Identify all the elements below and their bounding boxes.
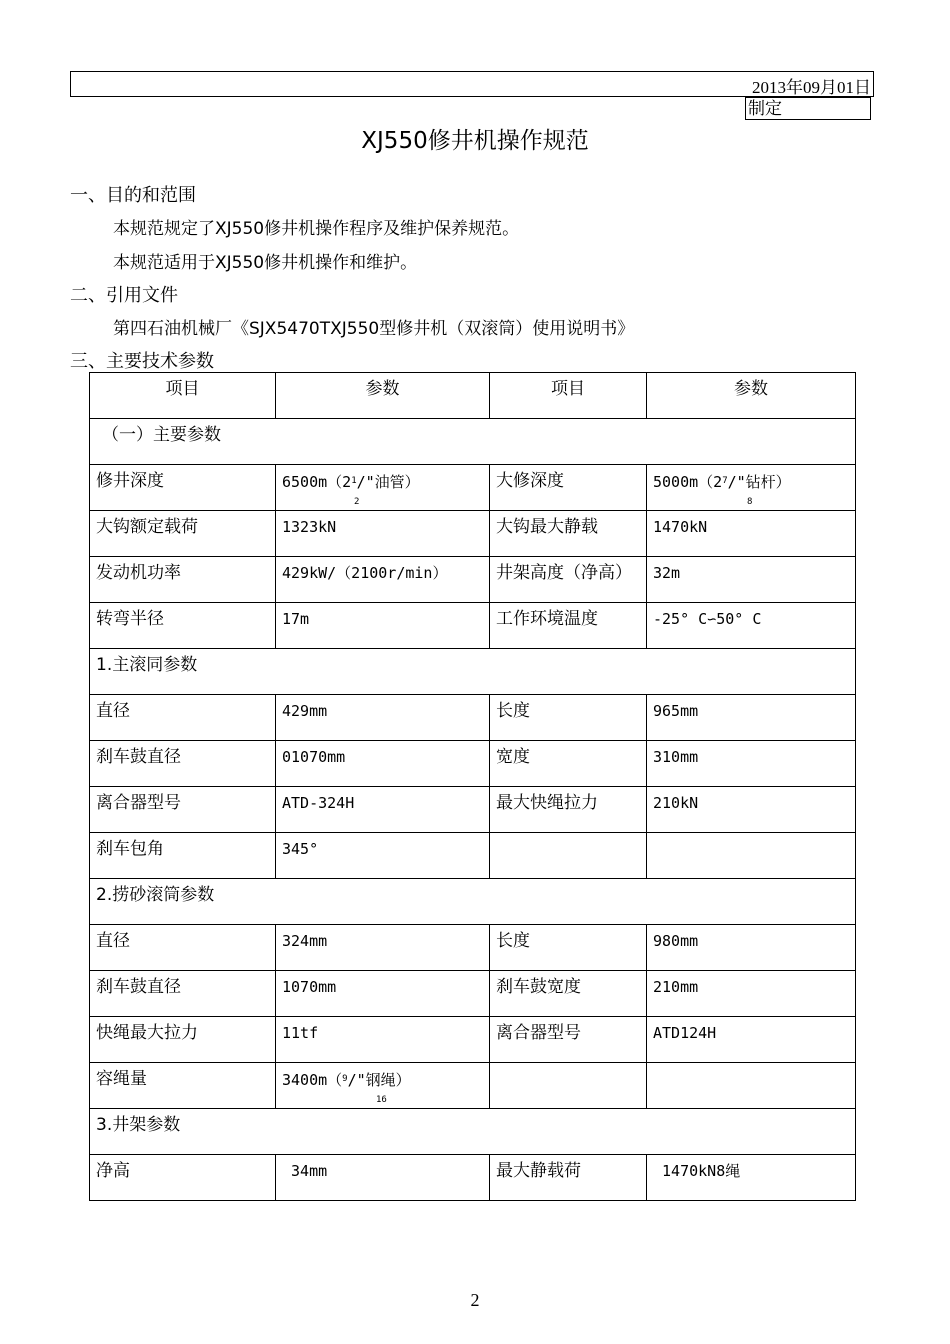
cell-value (647, 1063, 856, 1109)
section-1-heading: 一、目的和范围 (70, 185, 196, 206)
cell-value (276, 1063, 490, 1109)
cell-value (647, 833, 856, 879)
cell-value: -25° C∽50° C (647, 603, 856, 649)
cell-value: 980mm (647, 925, 856, 971)
table-row (90, 465, 856, 511)
group-2-label: 2.捞砂滚筒参数 (90, 879, 856, 925)
header-cell: 参数 (647, 373, 856, 419)
cell-value: 429kW/（2100r/min） (276, 557, 490, 603)
section-2-heading: 二、引用文件 (70, 285, 178, 306)
cell-item: 井架高度（净高） (490, 557, 647, 603)
header-box (70, 71, 874, 97)
cell-value: 1323kN (276, 511, 490, 557)
table-row (90, 833, 856, 879)
cell-item: 最大静载荷 (490, 1155, 647, 1201)
fraction-numerator: 9 (342, 1074, 348, 1084)
cell-item: 直径 (90, 925, 276, 971)
cell-value (647, 465, 856, 511)
cell-item: 宽度 (490, 741, 647, 787)
table-row (90, 925, 856, 971)
cell-item: 工作环境温度 (490, 603, 647, 649)
cell-value: 32m (647, 557, 856, 603)
cell-item: 长度 (490, 695, 647, 741)
fraction-denominator: 16 (376, 1095, 387, 1105)
cell-value: ATD124H (647, 1017, 856, 1063)
group-1-label: 1.主滚同参数 (90, 649, 856, 695)
value-part: /"钢绳） (347, 1071, 411, 1089)
cell-item (490, 833, 647, 879)
cell-item (490, 1063, 647, 1109)
group-row (90, 419, 856, 465)
cell-item: 刹车包角 (90, 833, 276, 879)
cell-item: 离合器型号 (90, 787, 276, 833)
cell-item: 转弯半径 (90, 603, 276, 649)
cell-item: 直径 (90, 695, 276, 741)
table-row (90, 1063, 856, 1109)
cell-item: 刹车鼓直径 (90, 741, 276, 787)
cell-item: 刹车鼓直径 (90, 971, 276, 1017)
group-row (90, 649, 856, 695)
table-row (90, 603, 856, 649)
value-part: 5000m（2 (653, 473, 723, 491)
cell-value: 324mm (276, 925, 490, 971)
header-cell: 项目 (490, 373, 647, 419)
section-2-para-1: 第四石油机械厂《SJX5470TXJ550型修井机（双滚筒）使用说明书》 (113, 319, 635, 339)
table-row (90, 787, 856, 833)
section-1-para-2: 本规范适用于XJ550修井机操作和维护。 (113, 253, 418, 273)
document-title: XJ550修井机操作规范 (361, 128, 589, 154)
cell-value: 210kN (647, 787, 856, 833)
header-cell: 项目 (90, 373, 276, 419)
group-row (90, 1109, 856, 1155)
cell-item: 发动机功率 (90, 557, 276, 603)
cell-item: 容绳量 (90, 1063, 276, 1109)
cell-item: 修井深度 (90, 465, 276, 511)
cell-item: 刹车鼓宽度 (490, 971, 647, 1017)
cell-item: 净高 (90, 1155, 276, 1201)
fraction-numerator: 1 (351, 476, 357, 486)
group-main-label: （一）主要参数 (90, 419, 856, 465)
value-part: /"油管） (356, 473, 420, 491)
table-row (90, 741, 856, 787)
group-row (90, 879, 856, 925)
cell-value: 17m (276, 603, 490, 649)
header-cell: 参数 (276, 373, 490, 419)
cell-value: 1470kN (647, 511, 856, 557)
fraction-numerator: 7 (722, 476, 728, 486)
group-3-label: 3.井架参数 (90, 1109, 856, 1155)
fraction-denominator: 8 (747, 497, 753, 507)
cell-item: 长度 (490, 925, 647, 971)
value-part: 6500m（2 (282, 473, 352, 491)
cell-value: 34mm (276, 1155, 490, 1201)
cell-item: 离合器型号 (490, 1017, 647, 1063)
cell-value: 345° (276, 833, 490, 879)
cell-value: 01070mm (276, 741, 490, 787)
cell-value: 310mm (647, 741, 856, 787)
fraction-denominator: 2 (354, 497, 360, 507)
cell-value (276, 465, 490, 511)
cell-item: 快绳最大拉力 (90, 1017, 276, 1063)
table-row (90, 971, 856, 1017)
cell-value: 11tf (276, 1017, 490, 1063)
header-date: 2013年09月01日 (752, 78, 871, 97)
value-part: 3400m（ (282, 1071, 343, 1089)
table-row (90, 695, 856, 741)
parameters-table (89, 372, 856, 1201)
value-part: /"钻杆） (727, 473, 791, 491)
section-3-heading: 三、主要技术参数 (70, 351, 214, 372)
table-row (90, 557, 856, 603)
header-made-label: 制定 (745, 97, 871, 120)
section-1-para-1: 本规范规定了XJ550修井机操作程序及维护保养规范。 (113, 219, 520, 239)
table-row (90, 1017, 856, 1063)
table-header-row (90, 373, 856, 419)
cell-value: 429mm (276, 695, 490, 741)
cell-item: 最大快绳拉力 (490, 787, 647, 833)
cell-value: 210mm (647, 971, 856, 1017)
cell-item: 大修深度 (490, 465, 647, 511)
cell-value: ATD-324H (276, 787, 490, 833)
cell-value: 965mm (647, 695, 856, 741)
cell-value: 1470kN8绳 (647, 1155, 856, 1201)
cell-value: 1070mm (276, 971, 490, 1017)
page-number: 2 (470, 1290, 480, 1310)
cell-item: 大钩最大静载 (490, 511, 647, 557)
table-row (90, 511, 856, 557)
cell-item: 大钩额定载荷 (90, 511, 276, 557)
table-row (90, 1155, 856, 1201)
